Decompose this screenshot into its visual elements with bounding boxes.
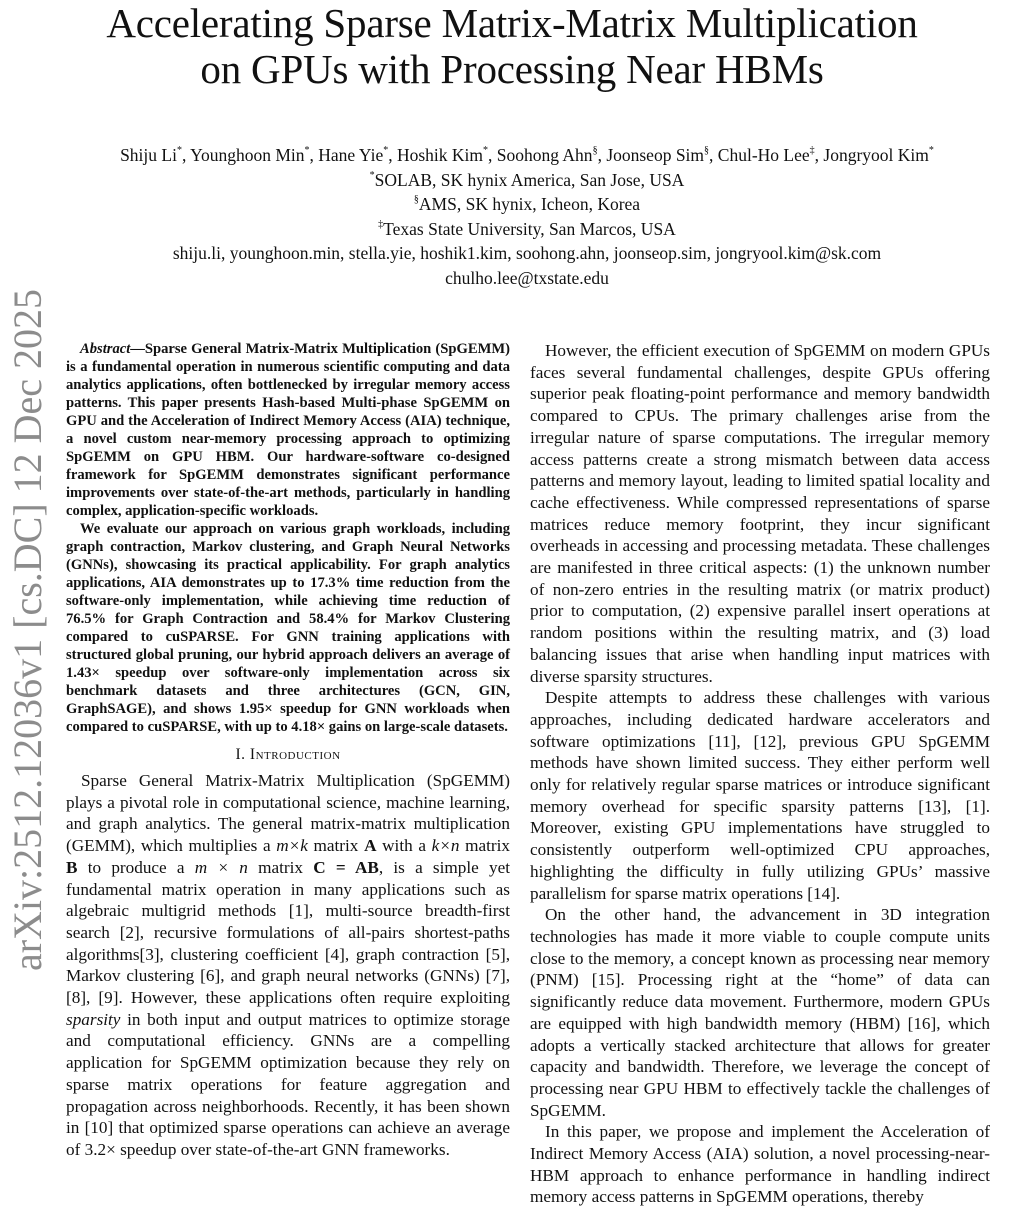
intro-paragraph-1: [66, 770, 510, 1161]
affiliation: [30, 192, 1024, 217]
abstract-paragraph-1: [66, 340, 510, 520]
section-number: I.: [235, 746, 246, 763]
affiliation: [30, 217, 1024, 242]
abstract-paragraph-2: We evaluate our approach on various graph workloads, including graph contraction, Markov clustering, and Graph Neural Networks (GNNs), showcasing its practical applicability. For graph analytics applications, AIA demonstrates up to 17.3% time reduction from the software-only implementation, while achieving time reduction of 76.5% for Graph Contraction and 58.4% for Markov Clustering compared to cuSPARSE. For GNN training applications with structured global pruning, our hybrid approach delivers an average of 1.43× speedup over software-only implementation across six benchmark datasets and three architectures (GCN, GIN, GraphSAGE), and shows 1.95× speedup for GNN workloads when compared to cuSPARSE, with up to 4.18× gains on large-scale datasets.: [66, 521, 510, 735]
introduction-right-text: [530, 340, 990, 1208]
affiliation-mark: ‡: [378, 218, 384, 230]
affiliation-mark: *: [369, 169, 375, 181]
affiliation: [30, 168, 1024, 193]
text-run: to produce a: [77, 857, 195, 877]
paper-title: [0, 0, 1024, 92]
text-run: in both input and output matrices to optimize storage and computational efficiency. GNNs are a compelling application for SpGEMM optimization because they rely on sparse matrix operations for feature aggregation and propagation across neighborhoods. Recently, it has been shown in [10] that optimized sparse operations can achieve an average of 3.2× speedup over state-of-the-art GNN frameworks.: [66, 1009, 510, 1159]
title-line-2: on GPUs with Processing Near HBMs: [200, 46, 824, 92]
email-line: shiju.li, younghoon.min, stella.yie, hoshik1.kim, soohong.ahn, joonseop.sim, jongryool.kim@sk.com: [172, 243, 882, 263]
affiliation-mark: *: [176, 145, 182, 157]
abstract: [66, 340, 510, 736]
math-dim: m×k: [276, 836, 308, 856]
text-run: matrix: [459, 836, 510, 856]
section-heading-introduction: [66, 746, 510, 764]
author: Chul-Ho Lee: [717, 145, 810, 165]
affiliation-mark: *: [928, 145, 934, 157]
affiliation-mark: *: [483, 145, 489, 157]
affiliation-mark: *: [383, 145, 389, 157]
affiliation-mark: §: [413, 194, 419, 206]
affiliation-mark: ‡: [809, 145, 815, 157]
math-matrix: B: [66, 857, 78, 877]
title-line-1: Accelerating Sparse Matrix-Matrix Multiplication: [106, 0, 918, 46]
text-run: matrix: [247, 857, 314, 877]
affiliation-mark: *: [304, 145, 310, 157]
author: Joonseop Sim: [606, 145, 705, 165]
arxiv-identifier: arXiv:2512.12036v1 [cs.DC] 12 Dec 2025: [5, 288, 50, 972]
author: Jongryool Kim: [823, 145, 929, 165]
text-run: matrix: [307, 836, 365, 856]
text-run: , is a simple yet fundamental matrix operation in many applications such as algebraic multigrid methods [1], multi-source breadth-first search [2], recursive formulations of all-pairs shortest-paths algorithms[3], clustering coefficient [4], graph contraction [5], Markov clustering [6], and graph neural networks (GNNs) [7], [8], [9]. However, these applications often require exploiting: [66, 857, 510, 1008]
emphasis: sparsity: [66, 1009, 121, 1029]
author: Hoshik Kim: [396, 145, 484, 165]
author: Shiju Li: [120, 145, 177, 165]
abstract-label: Abstract: [80, 341, 131, 357]
text-run: with a: [376, 836, 432, 856]
email-line: chulho.lee@txstate.edu: [445, 267, 609, 288]
right-column: [530, 340, 990, 1208]
introduction-left-text: [66, 770, 510, 1161]
abstract-dash: —: [130, 341, 145, 357]
math-equation: C = AB: [313, 857, 379, 877]
abstract-text: Sparse General Matrix-Matrix Multiplication (SpGEMM) is a fundamental operation in numerous scientific computing and data analytics applications, often bottlenecked by irregular memory access patterns. This paper presents Hash-based Multi-phase SpGEMM on GPU and the Acceleration of Indirect Memory Access (AIA) technique, a novel custom near-memory processing approach to optimizing SpGEMM on GPU HBM. Our hardware-software co-designed framework for SpGEMM demonstrates significant performance improvements over state-of-the-art methods, particularly in handling complex, application-specific workloads.: [66, 341, 510, 519]
left-column: [66, 340, 510, 1161]
author-list: Shiju Li*, Younghoon Min*, Hane Yie*, Hoshik Kim*, Soohong Ahn§, Joonseop Sim§, Chul-Ho Lee‡, Jongryool Kim*: [120, 145, 934, 165]
math-matrix: A: [364, 836, 377, 856]
author: Soohong Ahn: [496, 145, 593, 165]
author-block: [30, 143, 1024, 290]
author: Hane Yie: [318, 145, 384, 165]
author: Younghoon Min: [190, 145, 305, 165]
affiliation-text: AMS, SK hynix, Icheon, Korea: [418, 194, 641, 214]
intro-paragraph-4: On the other hand, the advancement in 3D integration technologies has made it more viable to couple compute units close to the memory, a concept known as processing near memory (PNM) [15]. Processing right at the “home” of data can significantly reduce data movement. Furthermore, modern GPUs are equipped with high bandwidth memory (HBM) [16], which adopts a vertically stacked architecture that allows for greater capacity and bandwidth. Therefore, we leverage the concept of processing near GPU HBM to effectively tackle the challenges of SpGEMM.: [530, 905, 990, 1120]
intro-paragraph-3: Despite attempts to address these challenges with various approaches, including dedicated hardware accelerators and software optimizations [11], [12], previous GPU SpGEMM methods have shown limited success. They either perform well only for relatively regular sparse matrices or introduce significant memory overhead for specific sparsity patterns [13], [1]. Moreover, existing GPU implementations have struggled to consistently outperform well-optimized CPU approaches, highlighting the difficulty in fully utilizing GPUs’ massive parallelism for sparse matrix operations [14].: [530, 688, 990, 903]
affiliation-mark: §: [592, 145, 598, 157]
affiliation-text: SOLAB, SK hynix America, San Jose, USA: [374, 169, 685, 190]
section-title: Introduction: [249, 746, 341, 763]
affiliation-text: Texas State University, San Marcos, USA: [383, 218, 676, 239]
text-run: Sparse General Matrix-Matrix Multiplication (SpGEMM) plays a pivotal role in computational science, machine learning, and graph analytics. The general matrix-matrix multiplication (GEMM), which multiplies a: [66, 771, 510, 856]
arxiv-stamp: [2, 290, 54, 970]
math-dim: m × n: [194, 857, 248, 877]
intro-paragraph-2: However, the efficient execution of SpGEMM on modern GPUs faces several fundamental challenges, despite GPUs offering superior peak floating-point performance and memory bandwidth compared to CPUs. The primary challenges arise from the irregular nature of sparse computations. The irregular memory access patterns create a strong mismatch between data access patterns and memory layout, leading to limited spatial locality and cache effectiveness. While compressed representations of sparse matrices reduce memory footprint, they incur significant overheads in accessing and processing metadata. These challenges are manifested in three critical aspects: (1) the unknown number of non-zero entries in the resulting matrix (or matrix product) prior to computation, (2) expensive parallel insert operations at random positions within the resulting matrix, and (3) load balancing issues that arise when handling input matrices with diverse sparsity structures.: [530, 341, 990, 686]
math-dim: k×n: [431, 836, 460, 856]
intro-paragraph-5: In this paper, we propose and implement the Acceleration of Indirect Memory Access (AIA) solution, a novel processing-near-HBM approach to enhance performance in handling indirect memory access patterns in SpGEMM operations, thereby: [530, 1122, 990, 1207]
affiliation-mark: §: [704, 145, 710, 157]
